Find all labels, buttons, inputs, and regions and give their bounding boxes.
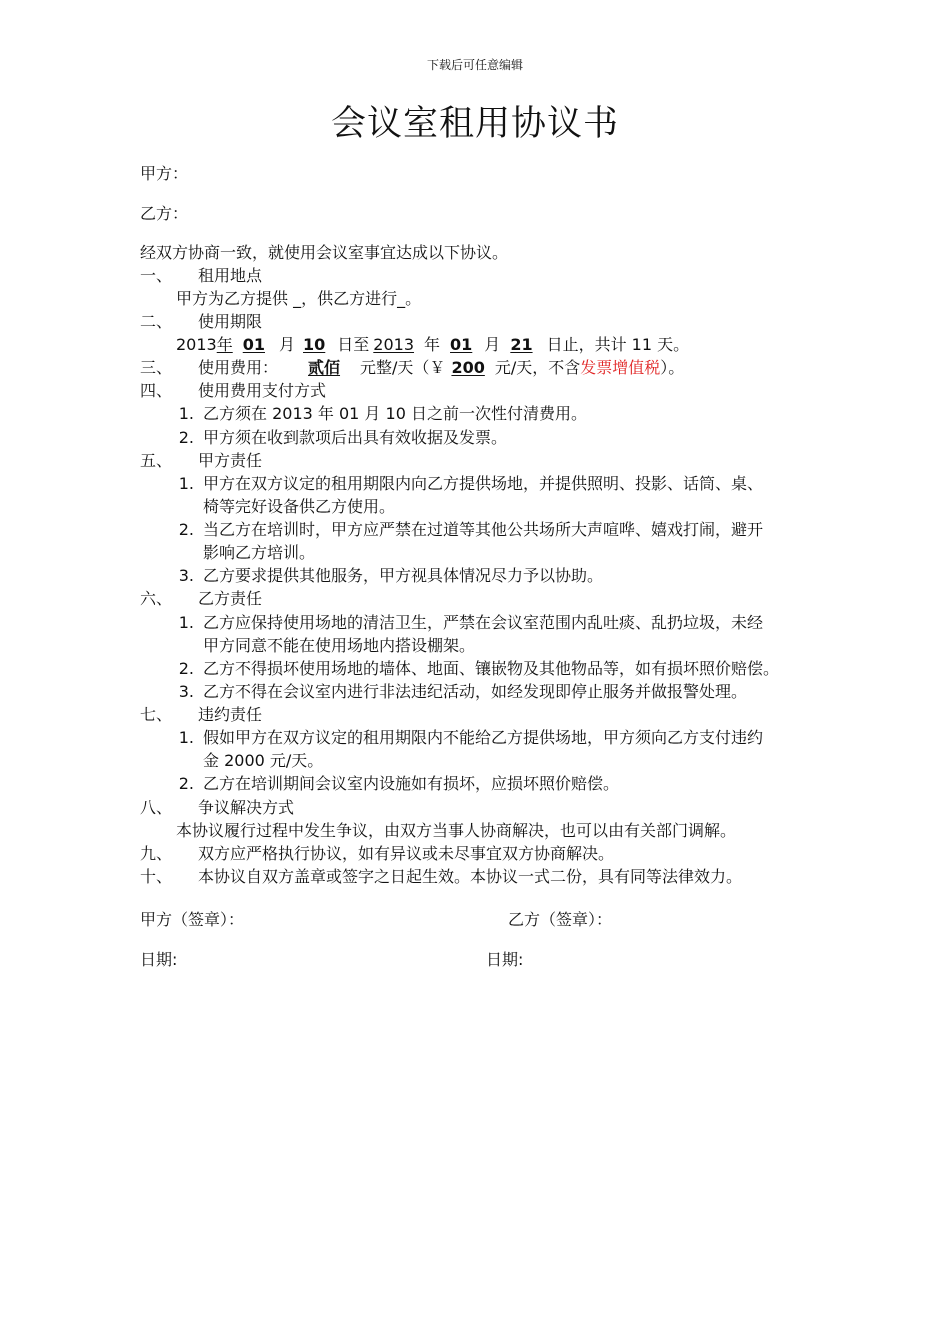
section-1-title: 租用地点	[198, 266, 263, 285]
period-total: ，共计 11 天。	[578, 335, 690, 354]
list-item: 乙方须在 2013 年 01 月 10 日之前一次性付清费用。	[203, 404, 587, 423]
party-a-signature-label: 甲方（签章）：	[140, 910, 245, 929]
section-8-title: 争议解决方式	[198, 798, 295, 817]
start-day: 10	[303, 335, 326, 354]
section-5-num: 五、	[140, 451, 173, 470]
list-item-cont: 影响乙方培训。	[203, 543, 316, 562]
fee-amount: 200	[451, 358, 485, 377]
item-num: 3.	[178, 566, 194, 585]
section-6-num: 六、	[140, 589, 173, 608]
section-2-num: 二、	[140, 312, 173, 331]
intro-text: 经双方协商一致，就使用会议室事宜达成以下协议。	[140, 243, 509, 262]
document-title: 会议室租用协议书	[330, 104, 619, 144]
header-note: 下载后可任意编辑	[426, 58, 523, 72]
section-3-num: 三、	[140, 358, 173, 377]
item-num: 1.	[178, 474, 194, 493]
list-item: 乙方在培训期间会议室内设施如有损坏，应损坏照价赔偿。	[203, 774, 620, 793]
party-b-date-label: 日期:	[486, 950, 524, 969]
list-item: 乙方不得损坏使用场地的墙体、地面、镶嵌物及其他物品等，如有损坏照价赔偿。	[203, 659, 780, 678]
section-8-body: 本协议履行过程中发生争议，由双方当事人协商解决，也可以由有关部门调解。	[176, 821, 737, 840]
period-line: 2013年 01 月 10 日至 2013 年 01 月 21 日止，共计 11 天。	[176, 335, 690, 354]
item-num: 2.	[178, 659, 194, 678]
section-1-body: 甲方为乙方提供 _，供乙方进行_。	[176, 289, 422, 308]
section-1-num: 一、	[140, 266, 173, 285]
list-item: 当乙方在培训时，甲方应严禁在过道等其他公共场所大声喧哗、嬉戏打闹，避开	[203, 520, 764, 539]
party-a-date-label: 日期:	[140, 950, 178, 969]
section-7-title: 违约责任	[198, 705, 263, 724]
section-9-num: 九、	[140, 844, 173, 863]
start-month: 01	[242, 335, 265, 354]
list-item: 甲方在双方议定的租用期限内向乙方提供场地，并提供照明、投影、话筒、桌、	[203, 474, 764, 493]
list-item: 甲方须在收到款项后出具有效收据及发票。	[203, 428, 508, 447]
section-10-num: 十、	[140, 867, 173, 886]
item-num: 1.	[178, 613, 194, 632]
section-6-title: 乙方责任	[198, 589, 263, 608]
list-item-cont: 椅等完好设备供乙方使用。	[203, 497, 396, 516]
section-5-title: 甲方责任	[198, 451, 263, 470]
list-item: 假如甲方在双方议定的租用期限内不能给乙方提供场地，甲方须向乙方支付违约	[203, 728, 764, 747]
section-9-title: 双方应严格执行协议，如有异议或未尽事宜双方协商解决。	[198, 844, 615, 863]
party-b-signature-label: 乙方（签章）：	[508, 910, 613, 929]
section-8-num: 八、	[140, 798, 173, 817]
section-3-title: 使用费用：	[198, 358, 279, 377]
end-month: 01	[450, 335, 473, 354]
item-num: 3.	[178, 682, 194, 701]
fee-line: 使用费用： 贰佰 元整/天（￥ 200 元/天，不含发票增值税）。	[198, 358, 685, 377]
section-4-num: 四、	[140, 381, 173, 400]
item-num: 2.	[178, 520, 194, 539]
fee-tax-note: 发票增值税	[580, 358, 661, 377]
item-num: 1.	[178, 404, 194, 423]
list-item-cont: 金 2000 元/天。	[203, 751, 324, 770]
list-item: 乙方不得在会议室内进行非法违纪活动，如经发现即停止服务并做报警处理。	[203, 682, 748, 701]
section-4-title: 使用费用支付方式	[198, 381, 327, 400]
end-day: 21	[510, 335, 533, 354]
list-item-cont: 甲方同意不能在使用场地内搭设棚架。	[203, 636, 476, 655]
item-num: 2.	[178, 428, 194, 447]
party-b-label: 乙方：	[140, 204, 189, 223]
item-num: 2.	[178, 774, 194, 793]
list-item: 乙方应保持使用场地的清洁卫生，严禁在会议室范围内乱吐痰、乱扔垃圾，未经	[203, 613, 764, 632]
fee-amount-cn: 贰佰	[308, 358, 341, 377]
section-2-title: 使用期限	[198, 312, 263, 331]
party-a-label: 甲方：	[140, 164, 189, 183]
item-num: 1.	[178, 728, 194, 747]
start-year: 2013	[176, 335, 217, 354]
section-10-title: 本协议自双方盖章或签字之日起生效。本协议一式二份，具有同等法律效力。	[198, 867, 743, 886]
section-7-num: 七、	[140, 705, 173, 724]
list-item: 乙方要求提供其他服务，甲方视具体情况尽力予以协助。	[203, 566, 604, 585]
end-year: 2013	[373, 335, 415, 354]
